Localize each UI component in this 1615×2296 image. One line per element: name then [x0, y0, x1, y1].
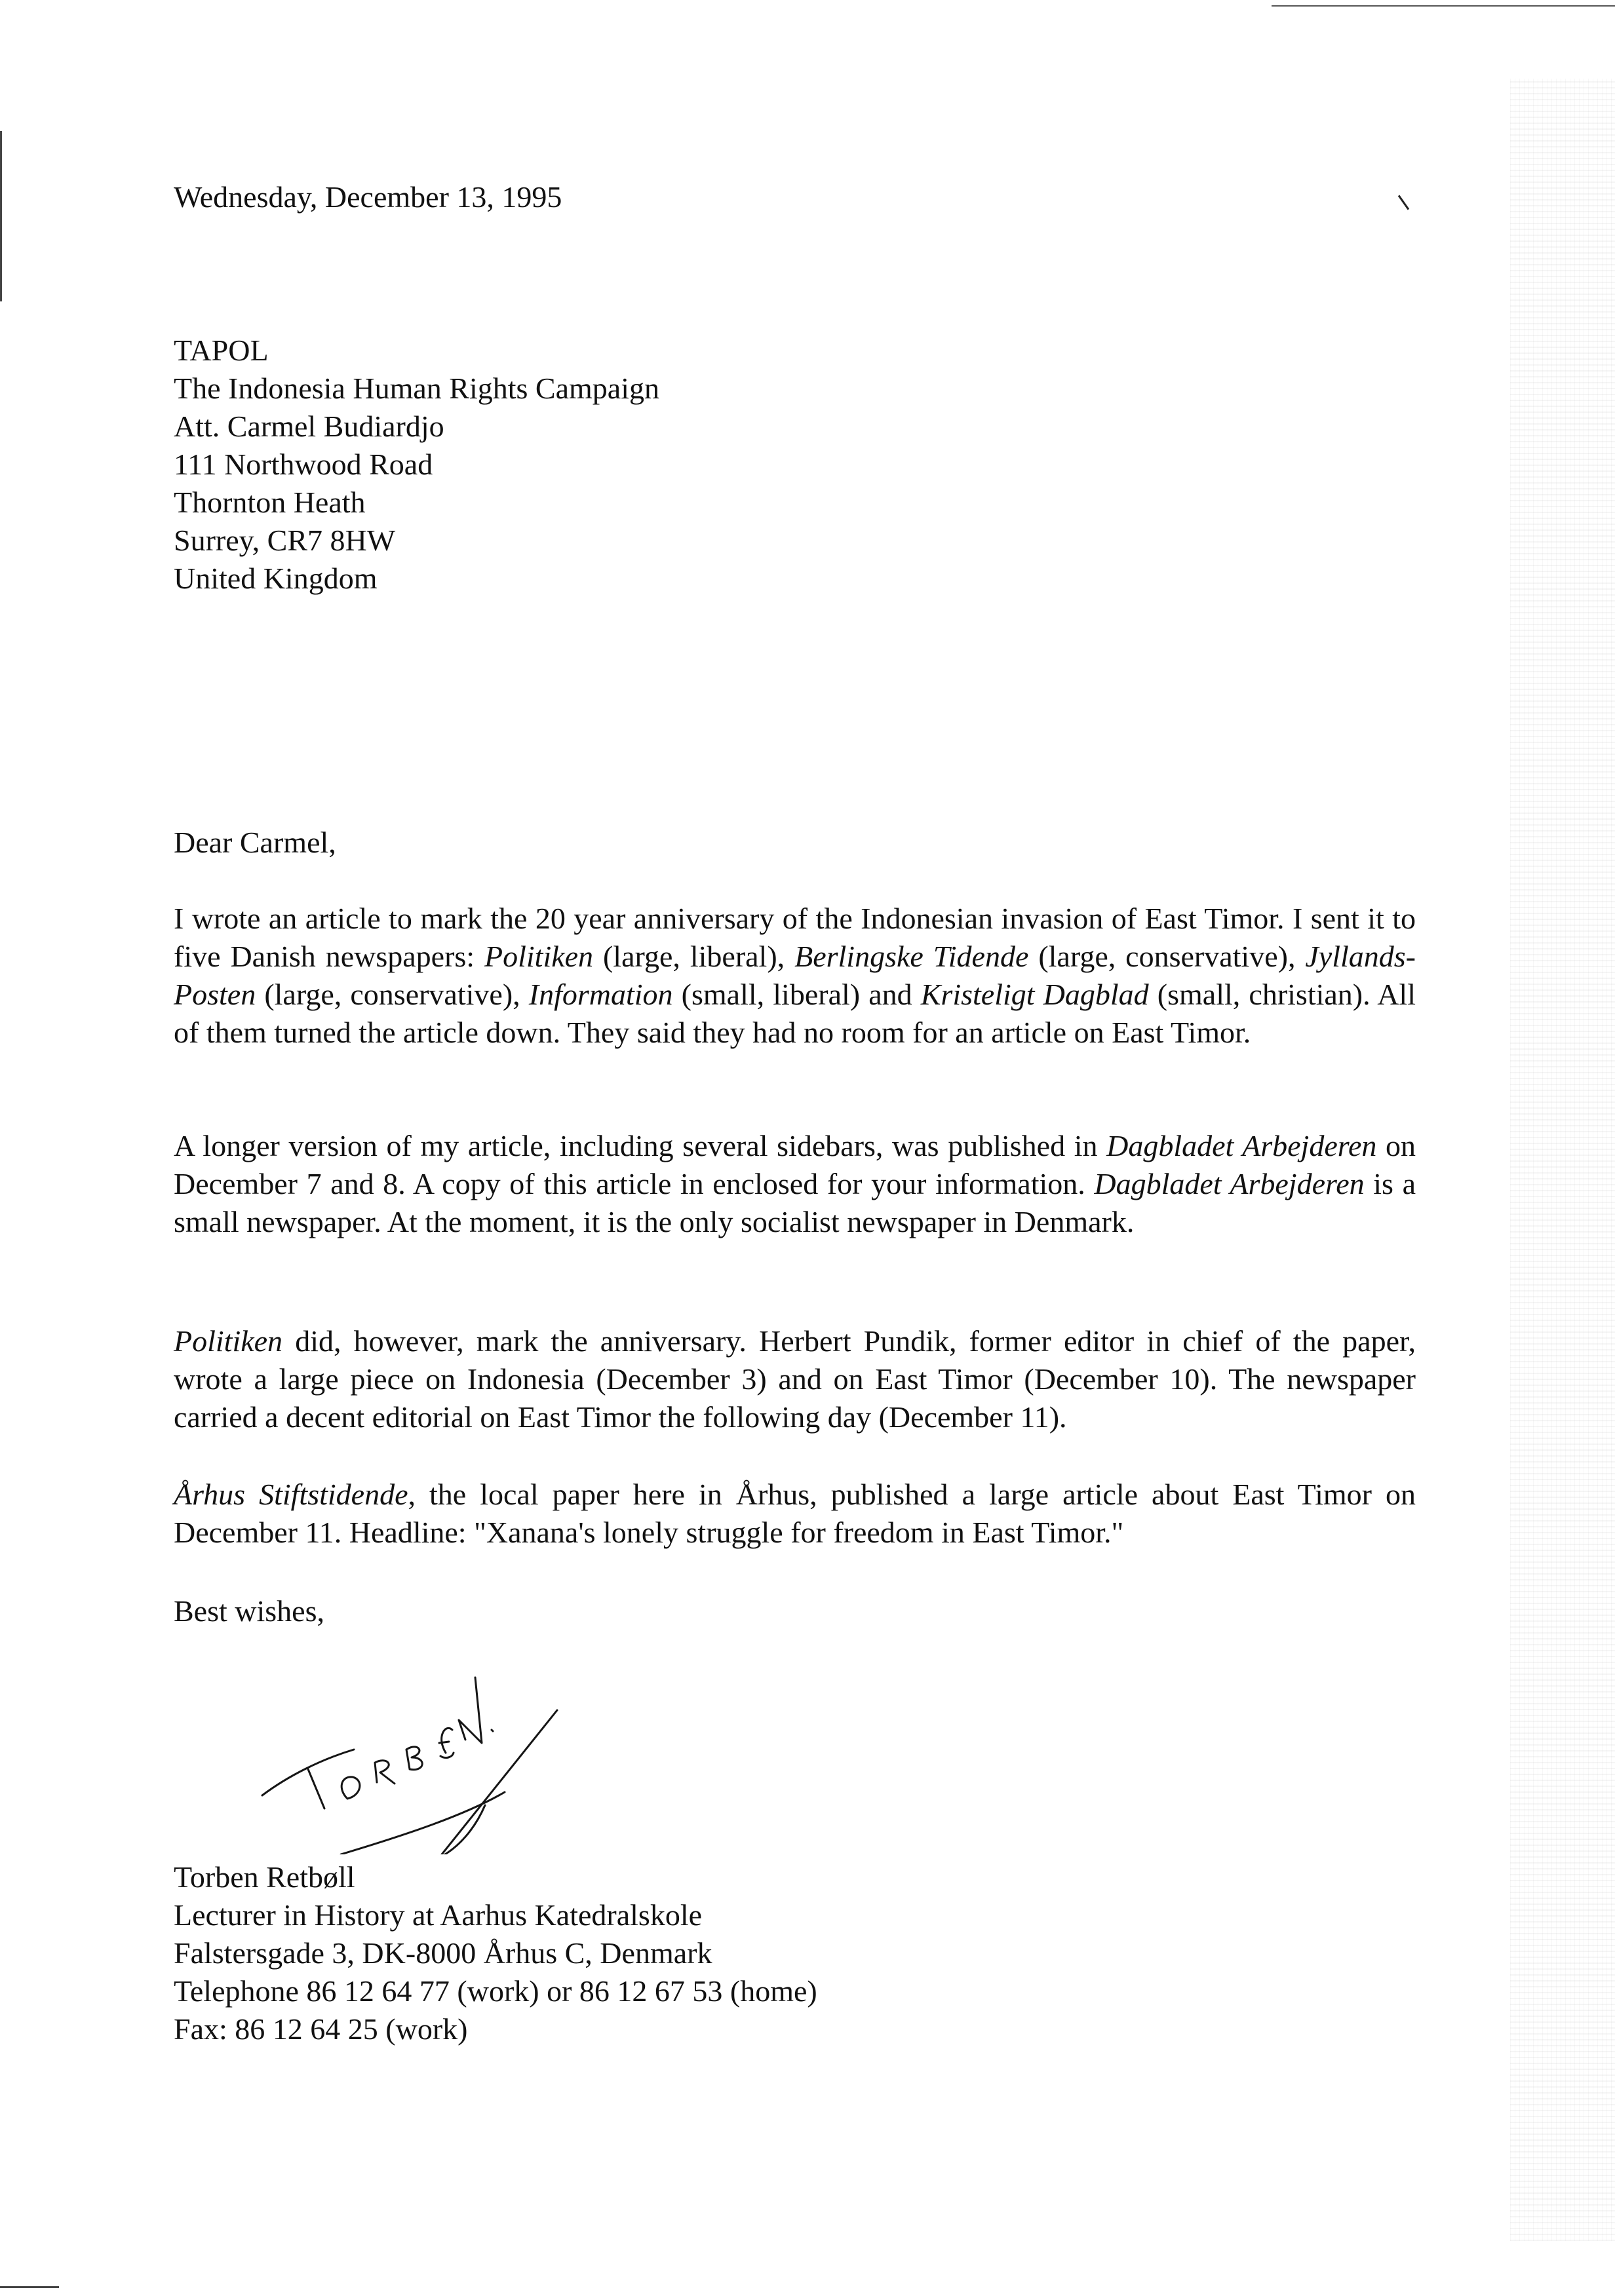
sender-title: Lecturer in History at Aarhus Katedralskole — [174, 1898, 703, 1932]
sender-fax: Fax: 86 12 64 25 (work) — [174, 2012, 468, 2046]
recipient-address — [174, 332, 659, 598]
p1-text-a: I wrote an article to mark the 20 year anniversary of the Indonesian invasion of East Timor. I sent it to five Danish newspapers: — [174, 902, 1416, 973]
scan-edge-line-left — [0, 131, 2, 301]
stray-mark — [1398, 195, 1409, 210]
scan-edge-noise — [1510, 79, 1615, 2241]
p3-newspaper-1: Politiken — [174, 1324, 283, 1358]
p1-newspaper-3: Jyllands-Posten — [174, 940, 1416, 1011]
recipient-line: The Indonesia Human Rights Campaign — [174, 372, 659, 405]
scan-edge-line-bottom — [0, 2286, 59, 2288]
paragraph-3 — [174, 1322, 1416, 1436]
recipient-line: Surrey, CR7 8HW — [174, 524, 396, 557]
p1-text-e: (small, liberal) and — [672, 978, 921, 1011]
scan-edge-line-top — [1272, 5, 1615, 7]
paragraph-2 — [174, 1127, 1416, 1241]
p1-newspaper-5: Kristeligt Dagblad — [920, 978, 1149, 1011]
p2-newspaper-2: Dagbladet Arbejderen — [1094, 1167, 1365, 1200]
sender-block — [174, 1858, 817, 2048]
paragraph-1 — [174, 900, 1416, 1052]
recipient-line: Att. Carmel Budiardjo — [174, 410, 444, 443]
recipient-line: Thornton Heath — [174, 486, 366, 519]
p2-text-c: is a small newspaper. At the moment, it is the only socialist newspaper in Denmark. — [174, 1167, 1416, 1238]
recipient-line: TAPOL — [174, 334, 269, 367]
p3-text-a: did, however, mark the anniversary. Herbert Pundik, former editor in chief of the paper, wrote a large piece on Indonesia (December 3) and on East Timor (December 10). The newspaper carried a decent editorial on East Timor the following day (December 11). — [174, 1324, 1416, 1434]
letter-date: Wednesday, December 13, 1995 — [174, 180, 562, 214]
paragraph-4 — [174, 1476, 1416, 1552]
p1-text-d: (large, conservative), — [256, 978, 529, 1011]
salutation: Dear Carmel, — [174, 826, 336, 859]
p4-text-a: , the local paper here in Århus, published a large article about East Timor on December 11. Headline: "Xanana's lonely struggle for freedom in East Timor." — [174, 1478, 1416, 1549]
p1-text-f: (small, christian). All of them turned the article down. They said they had no room for an article on East Timor. — [174, 978, 1416, 1049]
recipient-line: 111 Northwood Road — [174, 448, 433, 481]
p2-text-b: on December 7 and 8. A copy of this article in enclosed for your information. — [174, 1129, 1416, 1200]
sender-name: Torben Retbøll — [174, 1860, 355, 1894]
p1-text-c: (large, conservative), — [1028, 940, 1306, 973]
p1-newspaper-2: Berlingske Tidende — [794, 940, 1029, 973]
p2-newspaper-1: Dagbladet Arbejderen — [1106, 1129, 1377, 1162]
sender-address: Falstersgade 3, DK-8000 Århus C, Denmark — [174, 1936, 712, 1970]
sender-telephone: Telephone 86 12 64 77 (work) or 86 12 67 53 (home) — [174, 1974, 817, 2008]
p4-newspaper-1: Århus Stiftstidende — [174, 1478, 408, 1511]
handwritten-signature — [249, 1658, 590, 1854]
recipient-line: United Kingdom — [174, 562, 378, 595]
p1-text-b: (large, liberal), — [593, 940, 795, 973]
p2-text-a: A longer version of my article, including several sidebars, was published in — [174, 1129, 1107, 1162]
p1-newspaper-4: Information — [528, 978, 673, 1011]
p1-newspaper-1: Politiken — [484, 940, 594, 973]
closing: Best wishes, — [174, 1594, 324, 1628]
